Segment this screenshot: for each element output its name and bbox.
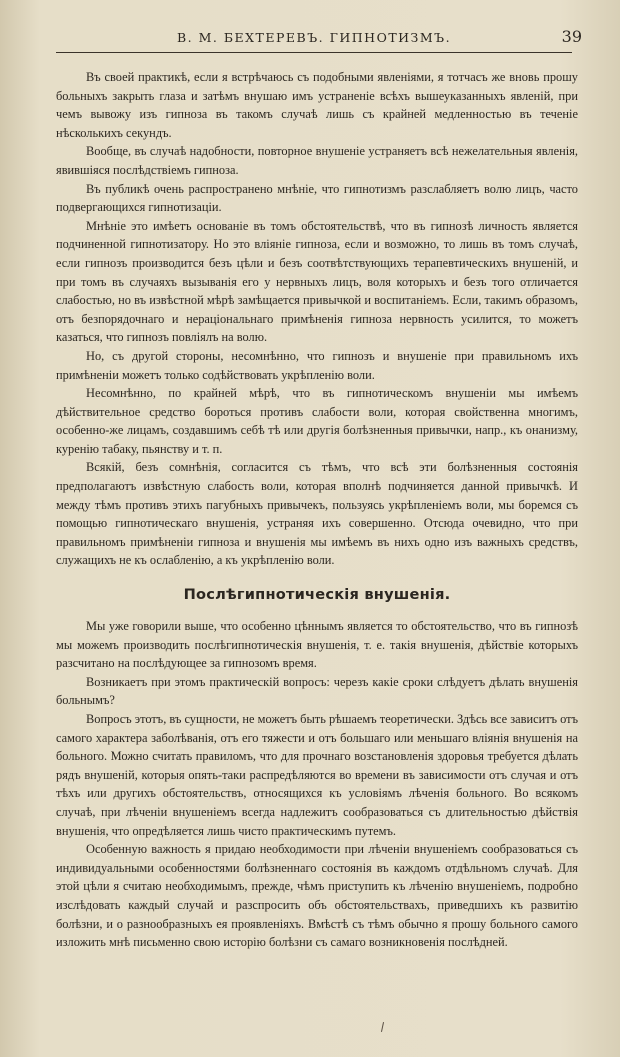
section-title: Послѣгипнотическія внушенія.	[183, 586, 451, 604]
paragraph: Вообще, въ случаѣ надобности, повторное внушеніе устраняетъ всѣ нежелательныя явленія, явившіяся послѣдствіемъ гипноза.	[56, 144, 578, 177]
ink-mark	[381, 1022, 384, 1032]
page-number: 39	[561, 27, 582, 46]
paragraph: Мы уже говорили выше, что особенно цѣннымъ является то обстоятельство, что въ гипнозѣ мы можемъ производить послѣгипнотическія внушенія, т. е. такія внушенія, дѣйствіе которыхъ разсчитано на послѣдующее за гипнозомъ время.	[56, 619, 578, 671]
paragraph: Особенную важность я придаю необходимости при лѣченіи внушеніемъ сообразоваться съ индивидуальными особенностями болѣзненнаго состоянія въ каждомъ отдѣльномъ случаѣ. Для этой цѣли я считаю необходимымъ, прежде, чѣмъ приступить къ лѣченію внушеніемъ, подробно изслѣдовать каждый случай и разспросить объ обстоятельствахъ, приведшихъ къ развитію болѣзни, и о разнообразныхъ ея проявленіяхъ. Вмѣстѣ съ тѣмъ обычно я прошу больного самого изложить мнѣ письменно свою исторію болѣзни съ самаго возникновенія послѣдней.	[56, 842, 578, 950]
paragraph: Но, съ другой стороны, несомнѣнно, что гипнозъ и внушеніе при правильномъ ихъ примѣненіи можетъ только содѣйствовать укрѣпленію воли.	[56, 348, 578, 382]
page-body	[56, 68, 578, 952]
paragraph: Всякій, безъ сомнѣнія, согласится съ тѣмъ, что всѣ эти болѣзненныя состоянія предполагаютъ извѣстную слабость воли, которая вполнѣ подчиняется данной привычкѣ. И между тѣмъ противъ этихъ пагубныхъ привычекъ, пользуясь укрѣпленіемъ воли, мы боремся съ помощью гипнотическаго внушенія, устраняя ихъ совершенно. Отсюда очевидно, что при правильномъ примѣненіи гипноза и внушенія мы имѣемъ въ нихъ одно изъ важныхъ средствъ, служащихъ не къ ослабленію, а къ укрѣпленію воли.	[56, 460, 578, 568]
paragraph: Несомнѣнно, по крайней мѣрѣ, что въ гипнотическомъ внушеніи мы имѣемъ дѣйствительное средство бороться противъ слабости воли, которая свойственна многимъ, особенно-же лицамъ, создавшимъ себѣ тѣ или другія болѣзненныя привычки, напр., къ онанизму, куренію табаку, пьянству и т. п.	[56, 386, 578, 456]
paragraph: Мнѣніе это имѣетъ основаніе въ томъ обстоятельствѣ, что въ гипнозѣ личность является подчиненной гипнотизатору. Но это вліяніе гипноза, если и возможно, то лишь въ томъ случаѣ, если гипнозъ производится безъ цѣли и безъ соотвѣтствующихъ терапевтическихъ внушеній, и при томъ въ случаяхъ вызыванія его у нервныхъ лицъ, воля которыхъ и безъ того отличается слабостью, но въ извѣстной мѣрѣ замѣщается привычкой и воспитаніемъ. Если, такимъ образомъ, отъ безпорядочнаго и нераціональнаго примѣненія гипноза нервность усилится, то можетъ казаться, что гипнозъ повліялъ на волю.	[56, 218, 578, 345]
running-title: В. М. БЕХТЕРЕВЪ. ГИПНОТИЗМЪ.	[176, 30, 452, 45]
paragraph: Въ своей практикѣ, если я встрѣчаюсь съ подобными явленіями, я тотчасъ же вновь прошу больныхъ закрыть глаза и затѣмъ внушаю имъ устраненіе всѣхъ вышеуказанныхъ явленій, при чемъ вывожу изъ гипноза въ такомъ случаѣ лишь съ крайней медленностью въ теченіе нѣсколькихъ секундъ.	[56, 70, 578, 140]
paragraph: Вопросъ этотъ, въ сущности, не можетъ быть рѣшаемъ теоретически. Здѣсь все зависитъ отъ самого характера заболѣванія, отъ его тяжести и отъ большаго или меньшаго вліянія внушенія на больного. Можно считать правиломъ, что для прочнаго возстановленія здоровья требуется дѣлать рядъ внушеній, которыя опять-таки распредѣляются во времени въ зависимости отъ случая и отъ тѣхъ или другихъ обстоятельствъ, относящихся къ условіямъ лѣченія больного. Во всякомъ случаѣ, при лѣченіи внушеніемъ всегда надлежитъ сообразоваться съ длительностью дѣйствія внушенія, что опредѣляется лишь чисто практическимъ путемъ.	[56, 712, 579, 838]
paragraph: Въ публикѣ очень распространено мнѣніе, что гипнотизмъ разслабляетъ волю лицъ, часто подвергающихся гипнотизаціи.	[56, 181, 578, 215]
paragraph: Возникаетъ при этомъ практическій вопросъ: черезъ какіе сроки слѣдуетъ дѣлать внушенія больнымъ?	[56, 674, 578, 708]
page-header	[56, 26, 582, 53]
